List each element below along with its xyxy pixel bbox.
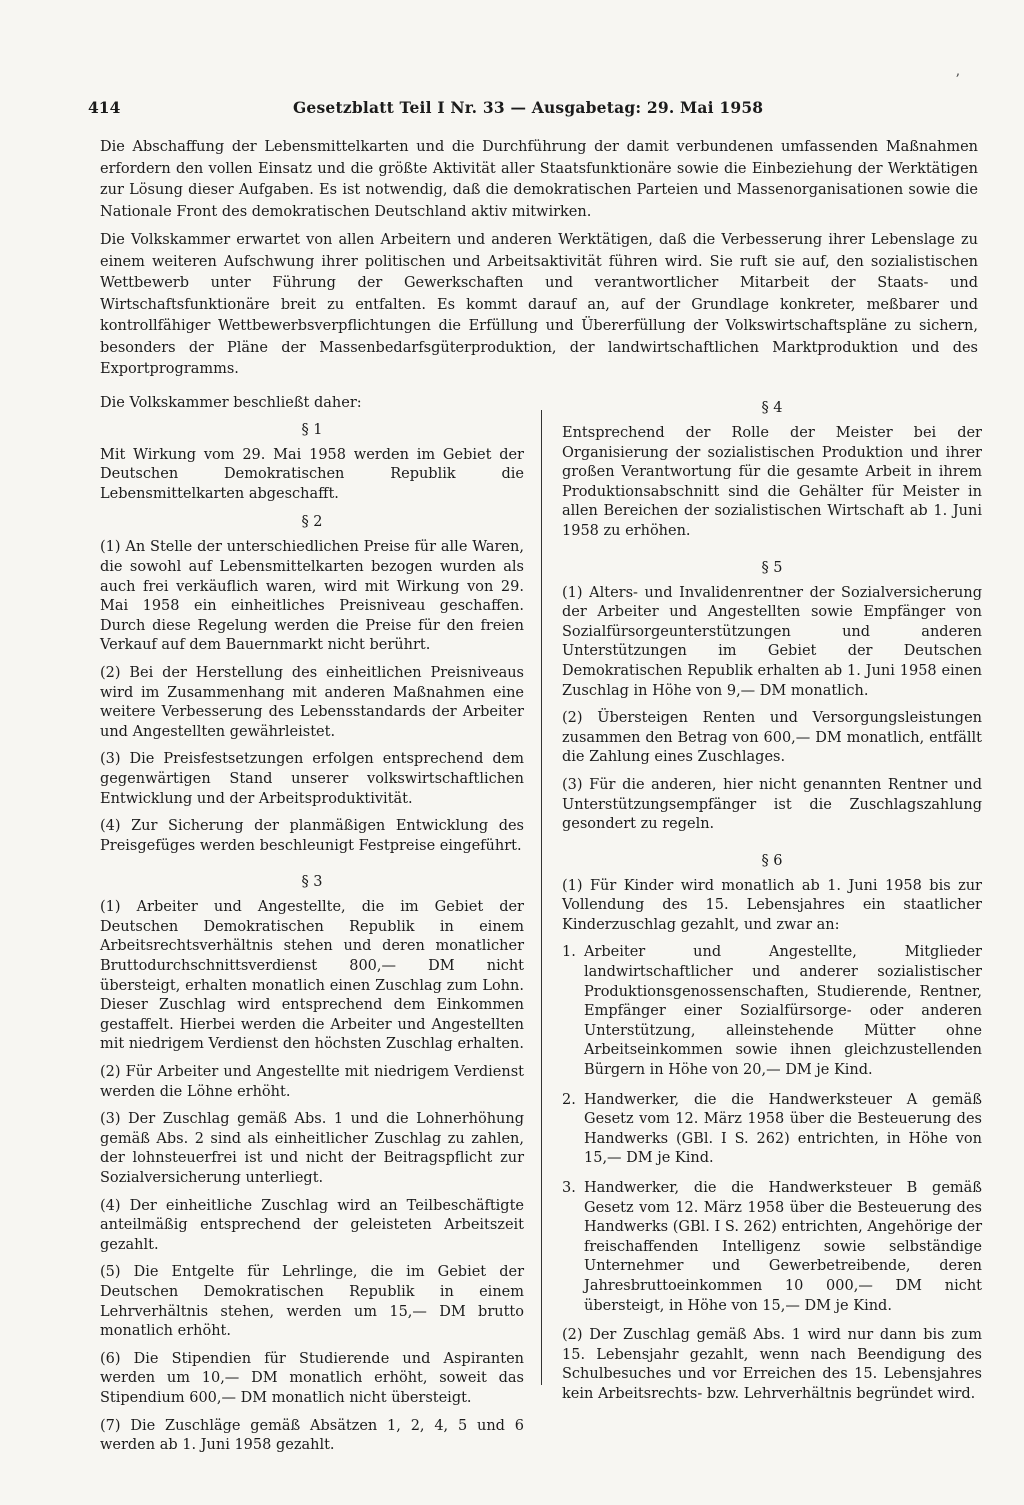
section-2-paragraph-1: (1) An Stelle der unterschiedlichen Preise für alle Waren, die sowohl auf Lebensmittelkarten bezogen wurden als auch frei verkäuflich waren, wird mit Wirkung von 29. Mai 1958 ein einheitliches Preisniveau geschaffen. Durch diese Regelung werden die Preise für den freien Verkauf auf dem Bauernmarkt nicht berührt.: [100, 539, 524, 654]
section-5-paragraph-3: (3) Für die anderen, hier nicht genannten Rentner und Unterstützungsempfänger ist die Zuschlagszahlung gesondert zu regeln.: [562, 776, 982, 833]
section-3-paragraph-7: (7) Die Zuschläge gemäß Absätzen 1, 2, 4, 5 und 6 werden ab 1. Juni 1958 gezahlt.: [100, 1417, 524, 1454]
section-3-paragraph-5: (5) Die Entgelte für Lehrlinge, die im Gebiet der Deutschen Demokratischen Republik in einem Lehrverhältnis stehen, werden um 15,— DM brutto monatlich erhöht.: [100, 1264, 524, 1340]
list-item-text: Arbeiter und Angestellte, Mitglieder landwirtschaftlicher und anderer sozialistischer Produktionsgenossenschaften, Studierende, Rentner, Empfänger einer Sozialfürsorge- oder anderen Unterstützung, alleinstehende Mütter ohne Arbeitseinkommen sowie ihnen gleichzustellenden Bürgern in Höhe von 20,— DM je Kind.: [584, 944, 982, 1079]
section-3-paragraph-3: (3) Der Zuschlag gemäß Abs. 1 und die Lohnerhöhung gemäß Abs. 2 sind als einheitlicher Zuschlag zu zahlen, der lohnsteuerfrei ist und nicht der Beitragspflicht zur Sozialversicherung unterliegt.: [100, 1111, 524, 1186]
section-5-paragraph-2: (2) Übersteigen Renten und Versorgungsleistungen zusammen den Betrag von 600,— DM monatlich, entfällt die Zahlung eines Zuschlages.: [562, 710, 982, 766]
list-item: [562, 1091, 982, 1169]
right-column: [562, 394, 982, 1413]
list-item-number: 2.: [562, 1091, 576, 1108]
section-3-paragraph-2: (2) Für Arbeiter und Angestellte mit niedrigem Verdienst werden die Löhne erhöht.: [100, 1064, 524, 1100]
column-divider: [541, 410, 542, 1385]
list-item-text: Handwerker, die die Handwerksteuer B gemäß Gesetz vom 12. März 1958 über die Besteuerung des Handwerks (GBl. I S. 262) entrichten, Angehörige der freischaffenden Intelligenz sowie selbständige Unternehmer und Gewerbetreibende, deren Jahresbruttoeinkommen 10 000,— DM nicht übersteigt, in Höhe von 15,— DM je Kind.: [584, 1180, 982, 1314]
intro-text: Die Volkskammer erwartet von allen Arbeitern und anderen Werktätigen, daß die Verbesserung ihrer Lebenslage zu einem weiteren Aufschwung ihrer politischen und Arbeitsaktivität führen wird. Sie ruft sie auf, den sozialistischen Wettbewerb unter Führung der Gewerkschaften und verantwortlicher Mitarbeit der Staats- und Wirtschaftsfunktionäre breit zu entfalten. Es kommt darauf an, auf der Grundlage konkreter, meßbarer und kontrollfähiger Wettbewerbsverpflichtungen die Erfüllung und Übererfüllung der Volkswirtschaftspläne zu sichern, besonders der Pläne der Massenbedarfsgüterproduktion, der landwirtschaftlichen Marktproduktion und des Exportprogramms.: [100, 232, 978, 377]
section-2-paragraph-2: (2) Bei der Herstellung des einheitlichen Preisniveaus wird im Zusammenhang mit anderen Maßnahmen eine weitere Verbesserung des Lebensstandards der Arbeiter und Angestellten gewährleistet.: [100, 664, 524, 740]
list-item-text: Handwerker, die die Handwerksteuer A gemäß Gesetz vom 12. März 1958 über die Besteuerung des Handwerks (GBl. I S. 262) entrichten, in Höhe von 15,— DM je Kind.: [584, 1091, 982, 1167]
section-heading-4: § 4: [761, 400, 783, 416]
section-heading-6: § 6: [761, 852, 783, 869]
list-item-number: 3.: [562, 1180, 576, 1196]
section-3-paragraph-1: (1) Arbeiter und Angestellte, die im Gebiet der Deutschen Demokratischen Republik in einem Arbeitsrechtsverhältnis stehen und deren monatlicher Bruttodurchschnittsverdienst 800,— DM nicht übersteigt, erhalten monatlich einen Zuschlag zum Lohn. Dieser Zuschlag wird entsprechend dem Einkommen gestaffelt. Hierbei werden die Arbeiter und Angestellten mit niedrigem Verdienst den höchsten Zuschlag erhalten.: [100, 899, 524, 1053]
page-number: 414: [88, 98, 121, 117]
section-1-paragraph: Mit Wirkung vom 29. Mai 1958 werden im Gebiet der Deutschen Demokratischen Republik die Lebensmittelkarten abgeschafft.: [100, 446, 524, 502]
intro-paragraph-1: [100, 137, 978, 223]
section-heading-2: § 2: [301, 514, 323, 531]
child-allowance-list: [562, 943, 982, 1316]
section-4-paragraph: Entsprechend der Rolle der Meister bei der Organisierung der sozialistischen Produktion und ihrer großen Verantwortung für die gesamte Arbeit in ihrem Produktionsabschnitt sind die Gehälter für Meister in allen Bereichen der sozialistischen Wirtschaft ab 1. Juni 1958 zu erhöhen.: [562, 425, 982, 539]
section-3-paragraph-6: (6) Die Stipendien für Studierende und Aspiranten werden um 10,— DM monatlich erhöht, soweit das Stipendium 600,— DM monatlich nicht übersteigt.: [100, 1350, 524, 1406]
gazette-title: Gesetzblatt Teil I Nr. 33 — Ausgabetag: 29. Mai 1958: [293, 98, 764, 117]
left-column: [100, 394, 524, 1464]
intro-paragraph-2: [100, 230, 978, 381]
section-2-paragraph-3: (3) Die Preisfestsetzungen erfolgen entsprechend dem gegenwärtigen Stand unserer volkswirtschaftlichen Entwicklung und der Arbeitsproduktivität.: [100, 751, 524, 807]
section-3-paragraph-4: (4) Der einheitliche Zuschlag wird an Teilbeschäftigte anteilmäßig entsprechend der geleisteten Arbeitszeit gezahlt.: [100, 1197, 524, 1253]
page-header: [88, 98, 988, 122]
list-item: [562, 1179, 982, 1316]
list-item: [562, 943, 982, 1080]
section-heading-1: § 1: [301, 421, 323, 438]
list-item-number: 1.: [562, 944, 576, 961]
section-heading-5: § 5: [761, 559, 783, 576]
resolution-lead: Die Volkskammer beschließt daher:: [100, 395, 362, 411]
intro-text: Die Abschaffung der Lebensmittelkarten und die Durchführung der damit verbundenen umfassenden Maßnahmen erfordern den vollen Einsatz und die größte Aktivität aller Staatsfunktionäre sowie die Einbeziehung der Werktätigen zur Lösung dieser Aufgaben. Es ist notwendig, daß die demokratischen Parteien und Massenorganisationen sowie die Nationale Front des demokratischen Deutschland aktiv mitwirken.: [100, 139, 978, 220]
section-6-closing: (2) Der Zuschlag gemäß Abs. 1 wird nur dann bis zum 15. Lebensjahr gezahlt, wenn nach Beendigung des Schulbesuches und vor Erreichen des 15. Lebensjahres kein Arbeitsrechts- bzw. Lehrverhältnis begründet wird.: [562, 1327, 982, 1402]
section-6-intro: (1) Für Kinder wird monatlich ab 1. Juni 1958 bis zur Vollendung des 15. Lebensjahres ein staatlicher Kinderzuschlag gezahlt, und zwar an:: [562, 877, 982, 933]
section-heading-3: § 3: [301, 874, 323, 891]
section-5-paragraph-1: (1) Alters- und Invalidenrentner der Sozialversicherung der Arbeiter und Angestellten sowie Empfänger von Sozialfürsorgeunterstützungen und anderen Unterstützungen im Gebiet der Deutschen Demokratischen Republik erhalten ab 1. Juni 1958 einen Zuschlag in Höhe von 9,— DM monatlich.: [562, 584, 982, 699]
section-2-paragraph-4: (4) Zur Sicherung der planmäßigen Entwicklung des Preisgefüges werden beschleunigt Festpreise eingeführt.: [100, 818, 524, 854]
corner-mark: ʼ: [955, 72, 960, 88]
